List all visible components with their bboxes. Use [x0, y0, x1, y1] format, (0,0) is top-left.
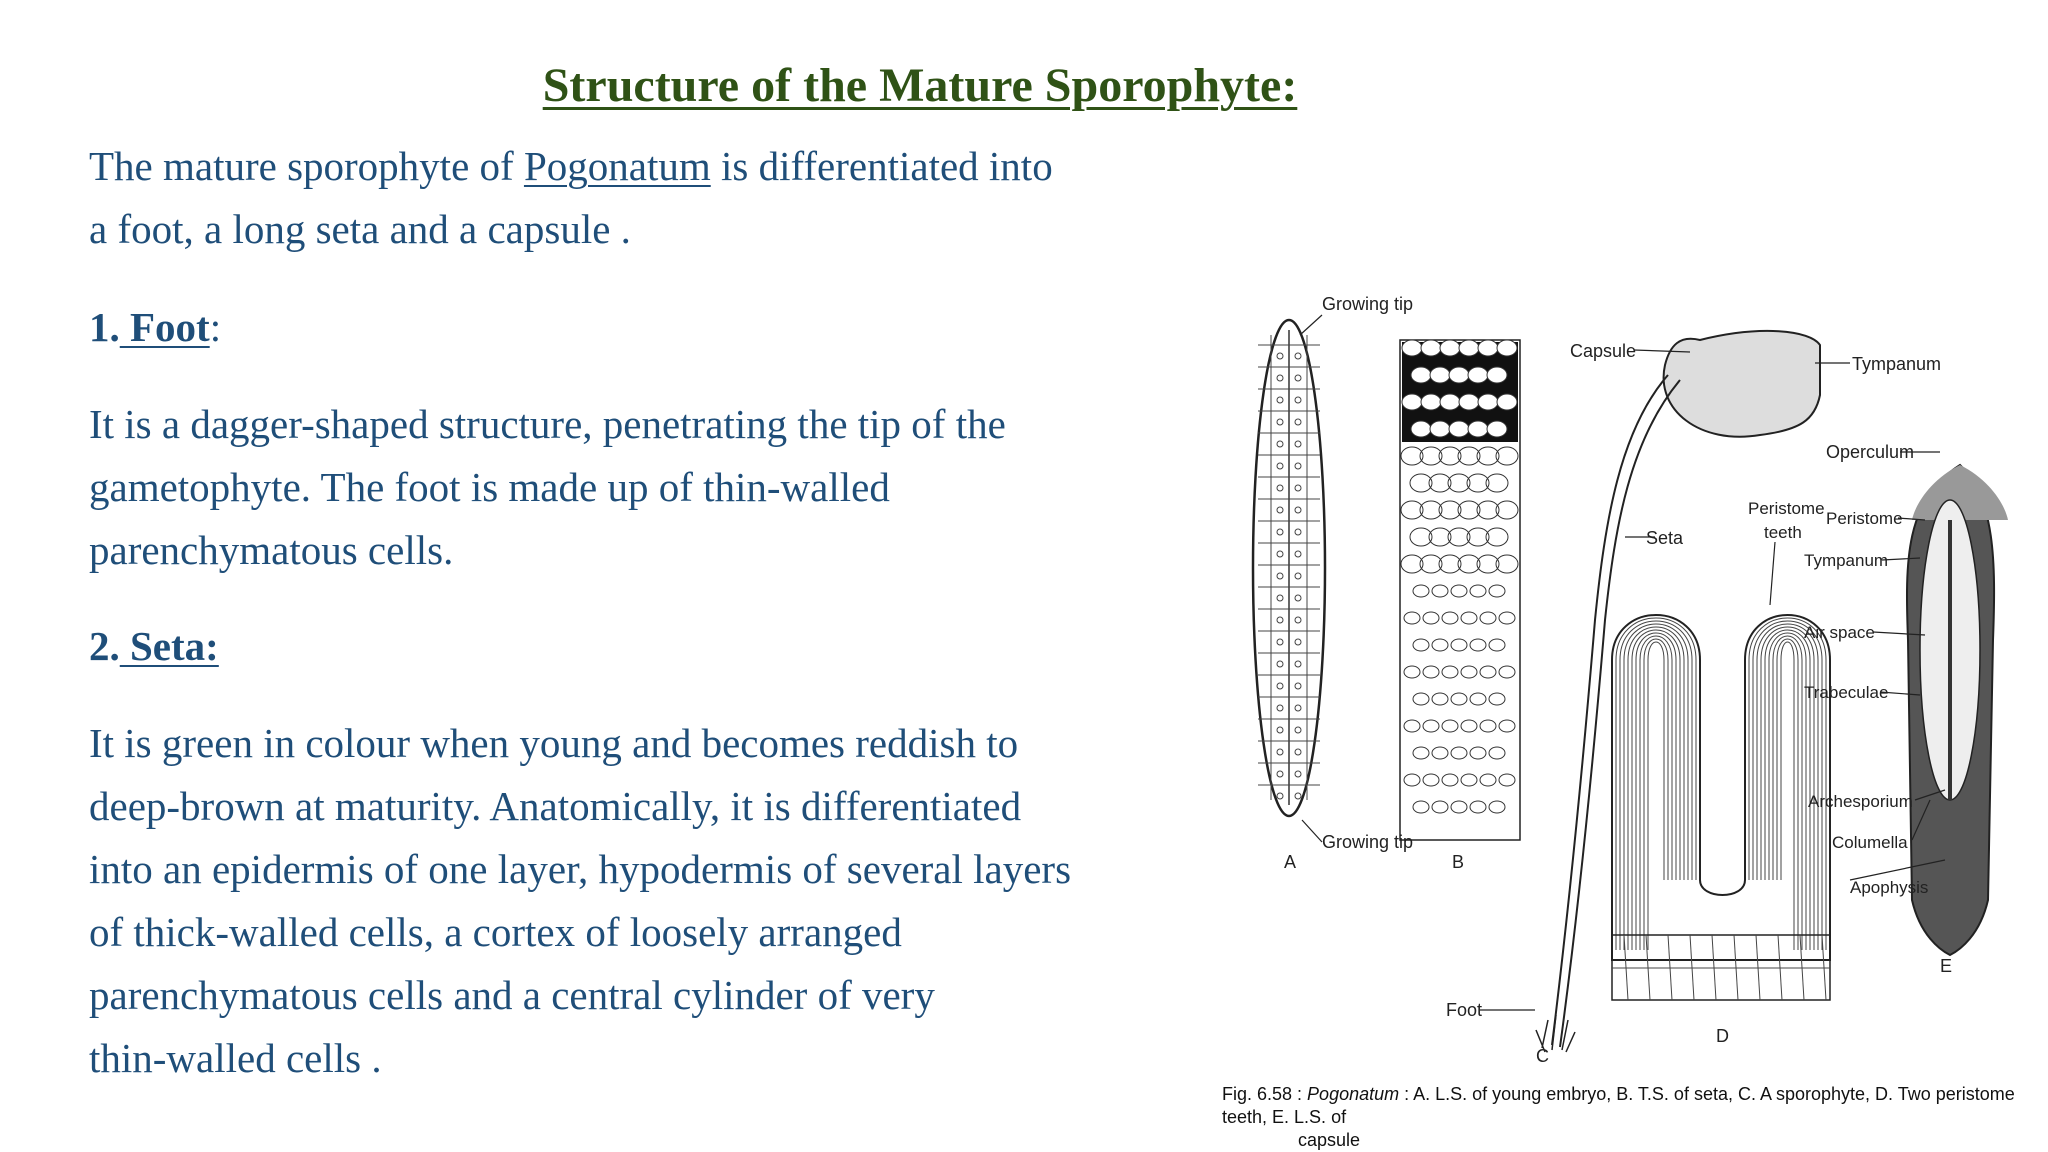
seta-line: of thick-walled cells, a cortex of loosely arranged	[89, 909, 902, 955]
label-seta: Seta	[1646, 528, 1684, 548]
label-operculum: Operculum	[1826, 442, 1915, 462]
seta-paragraph	[89, 712, 1071, 1090]
label-trabeculae: Trabeculae	[1804, 683, 1889, 702]
seta-heading-label: Seta:	[119, 623, 219, 669]
intro-paragraph	[89, 135, 1053, 261]
pogonatum-sporophyte-figure	[1210, 285, 2040, 1145]
label-d: D	[1716, 1026, 1729, 1046]
label-apophysis: Apophysis	[1850, 878, 1929, 897]
label-c: C	[1536, 1046, 1549, 1066]
seta-line: parenchymatous cells and a central cylinder of very	[89, 972, 935, 1018]
caption-rest: : A. L.S. of young embryo, B. T.S. of seta, C. A sporophyte, D. Two peristome teeth, E. L.S. of	[1222, 1084, 2015, 1127]
foot-number: 1.	[89, 304, 120, 350]
foot-line: gametophyte. The foot is made up of thin-walled	[89, 464, 890, 510]
foot-heading	[89, 303, 221, 351]
foot-heading-label: Foot	[119, 304, 210, 350]
label-e: E	[1940, 956, 1953, 976]
seta-heading	[89, 622, 219, 670]
label-peristome-teeth-2: teeth	[1764, 523, 1802, 542]
page-title: Structure of the Mature Sporophyte:	[542, 59, 1298, 112]
seta-line: It is green in colour when young and becomes reddish to	[89, 720, 1019, 766]
seta-line: thin-walled cells .	[89, 1035, 382, 1081]
label-peristome-teeth-1: Peristome	[1748, 499, 1825, 518]
seta-line: deep-brown at maturity. Anatomically, it is differentiated	[89, 783, 1022, 829]
intro-line-2: a foot, a long seta and a capsule .	[89, 206, 631, 252]
label-growing-tip-top: Growing tip	[1322, 294, 1414, 314]
label-growing-tip-bottom: Growing tip	[1322, 832, 1414, 852]
a-embryo-diagram	[1253, 320, 1325, 816]
label-columella: Columella	[1832, 833, 1908, 852]
caption-prefix: Fig. 6.58 :	[1222, 1084, 1308, 1104]
caption-line-2: capsule	[1298, 1130, 1361, 1150]
label-air-space: Air space	[1804, 623, 1875, 642]
label-tympanum-e: Tympanum	[1804, 551, 1889, 570]
d-peristome-teeth-diagram	[1612, 615, 1830, 1000]
figure-caption	[1222, 1083, 2022, 1152]
caption-genus: Pogonatum	[1307, 1084, 1400, 1104]
foot-paragraph	[89, 393, 1006, 582]
label-b: B	[1452, 852, 1465, 872]
label-peristome: Peristome	[1826, 509, 1903, 528]
seta-number: 2.	[89, 623, 120, 669]
label-foot: Foot	[1446, 1000, 1483, 1020]
seta-line: into an epidermis of one layer, hypodermis of several layers	[89, 846, 1072, 892]
intro-text-before: The mature sporophyte of	[89, 143, 524, 189]
foot-line: parenchymatous cells.	[89, 527, 454, 573]
label-tympanum: Tympanum	[1852, 354, 1942, 374]
leader-lines	[1300, 315, 1945, 1010]
b-seta-section-diagram	[1400, 340, 1520, 840]
label-a: A	[1284, 852, 1297, 872]
label-capsule: Capsule	[1570, 341, 1637, 361]
foot-heading-colon: :	[209, 304, 222, 350]
intro-text-after: is differentiated into	[710, 143, 1053, 189]
pogonatum-link[interactable]: Pogonatum	[523, 143, 711, 189]
foot-line: It is a dagger-shaped structure, penetrating the tip of the	[89, 401, 1006, 447]
label-archesporium: Archesporium	[1808, 792, 1913, 811]
